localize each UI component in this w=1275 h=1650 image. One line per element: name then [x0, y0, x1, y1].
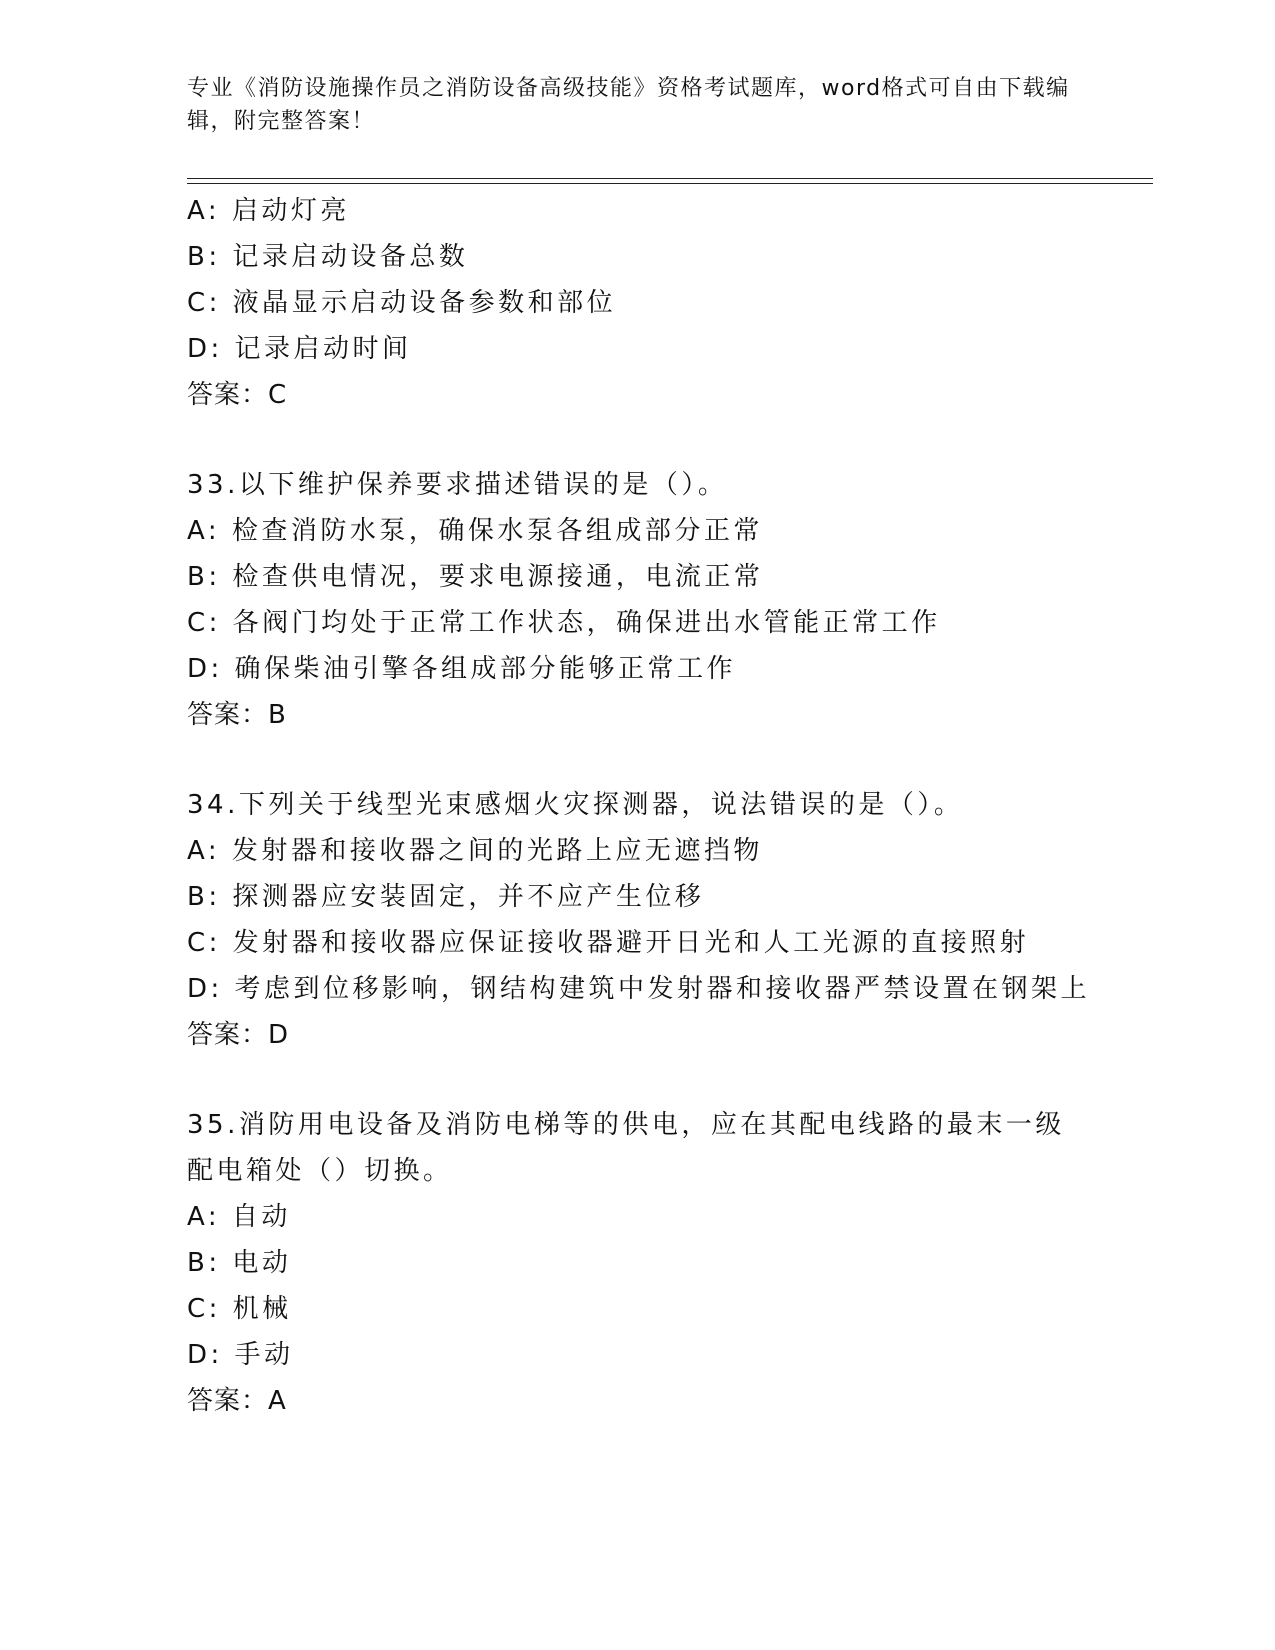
- question-block-34: [187, 782, 1147, 1058]
- option-a: A: 自动: [187, 1202, 291, 1232]
- option-d: D: 确保柴油引擎各组成部分能够正常工作: [187, 654, 737, 684]
- option-a: A: 检查消防水泵，确保水泵各组成部分正常: [187, 516, 763, 546]
- option-b: B: 探测器应安装固定，并不应产生位移: [187, 882, 705, 912]
- option-d: D: 手动: [187, 1340, 294, 1370]
- question-text: 33.以下维护保养要求描述错误的是（）。: [187, 470, 728, 500]
- option-c: C: 各阀门均处于正常工作状态，确保进出水管能正常工作: [187, 608, 941, 638]
- answer-line: 答案：A: [187, 1386, 287, 1416]
- question-content: [187, 188, 1147, 1424]
- header-divider-top: [187, 178, 1153, 179]
- option-b: B: 记录启动设备总数: [187, 242, 469, 272]
- question-block-35: [187, 1102, 1147, 1424]
- answer-line: 答案：B: [187, 700, 287, 730]
- question-block-32: [187, 188, 1147, 418]
- header-divider-bottom: [187, 183, 1153, 184]
- document-header: 专业《消防设施操作员之消防设备高级技能》资格考试题库，word格式可自由下载编辑，附完整答案！: [187, 76, 1070, 134]
- option-a: A: 发射器和接收器之间的光路上应无遮挡物: [187, 836, 763, 866]
- answer-line: 答案：D: [187, 1020, 290, 1050]
- option-c: C: 发射器和接收器应保证接收器避开日光和人工光源的直接照射: [187, 928, 1030, 958]
- question-text: 34.下列关于线型光束感烟火灾探测器，说法错误的是（）。: [187, 790, 964, 820]
- question-text: 35.消防用电设备及消防电梯等的供电，应在其配电线路的最末一级配电箱处（）切换。: [187, 1110, 1065, 1186]
- option-b: B: 检查供电情况，要求电源接通，电流正常: [187, 562, 764, 592]
- option-a: A: 启动灯亮: [187, 196, 350, 226]
- option-d: D: 记录启动时间: [187, 334, 412, 364]
- option-c: C: 液晶显示启动设备参数和部位: [187, 288, 617, 318]
- question-block-33: [187, 462, 1147, 738]
- answer-line: 答案：C: [187, 380, 288, 410]
- option-b: B: 电动: [187, 1248, 292, 1278]
- option-c: C: 机械: [187, 1294, 292, 1324]
- option-d: D: 考虑到位移影响，钢结构建筑中发射器和接收器严禁设置在钢架上: [187, 974, 1091, 1004]
